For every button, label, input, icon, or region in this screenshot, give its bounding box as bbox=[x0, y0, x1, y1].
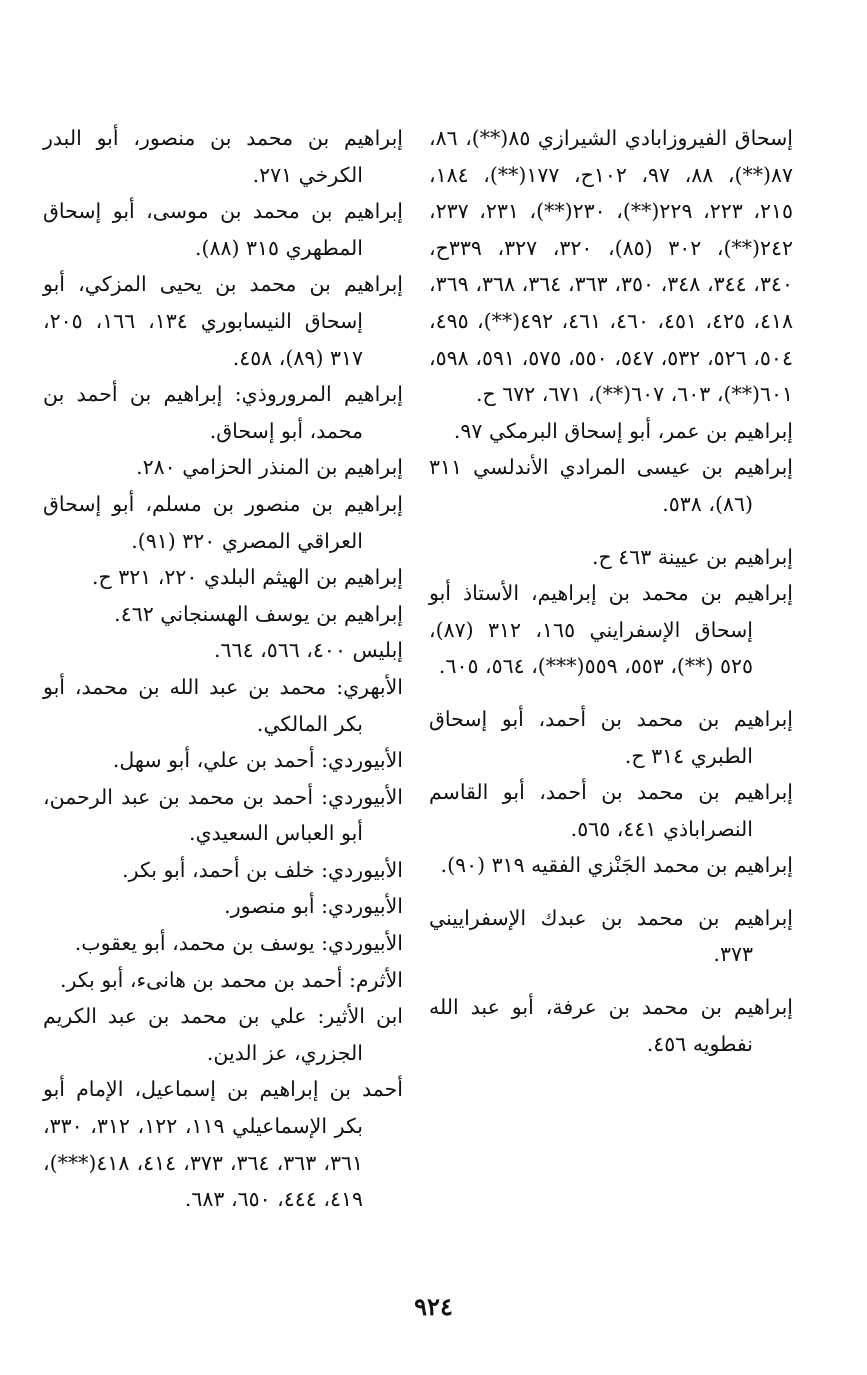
index-entry: إبراهيم بن يوسف الهسنجاني ٤٦٢. bbox=[114, 601, 403, 626]
entry-spacer bbox=[429, 973, 793, 989]
index-entry: الأبيوردي: أبو منصور. bbox=[224, 894, 403, 919]
index-entry: إبراهيم بن المنذر الحزامي ٢٨٠. bbox=[136, 455, 403, 480]
index-entry: إبراهيم بن عمر، أبو إسحاق البرمكي ٩٧. bbox=[453, 418, 793, 443]
index-entry: إبراهيم بن محمد الجَنْزي الفقيه ٣١٩ (٩٠). bbox=[440, 853, 793, 878]
index-entry: إبراهيم بن الهيثم البلدي ٢٢٠، ٣٢١ ح. bbox=[91, 565, 403, 590]
index-entry: الأبيوردي: يوسف بن محمد، أبو يعقوب. bbox=[74, 931, 403, 956]
index-entry: إبراهيم المروروذي: إبراهيم بن أحمد بن محمد، أبو إسحاق. bbox=[43, 382, 403, 443]
index-entry: الأبيوردي: أحمد بن محمد بن عبد الرحمن، أبو العباس السعيدي. bbox=[43, 784, 403, 846]
index-entry: أحمد بن إبراهيم بن إسماعيل، الإمام أبو بكر الإسماعيلي ١١٩، ١٢٢، ٣١٢، ٣٣٠، ٣٦١، ٣٦٣، ٣٦٤، ٣٧٣، ٤١٤، ٤١٨(***)، ٤١٩، ٤٤٤، ٦٥٠، ٦٨٣. bbox=[43, 1077, 403, 1212]
index-entry: الأثرم: أحمد بن محمد بن هانىء، أبو بكر. bbox=[60, 967, 403, 992]
entry-spacer bbox=[429, 523, 793, 539]
index-column-right bbox=[429, 120, 793, 1062]
index-entry: الأبيوردي: أحمد بن علي، أبو سهل. bbox=[112, 748, 403, 773]
page-number: ٩٢٤ bbox=[414, 1292, 453, 1321]
index-entry: إبراهيم بن محمد بن يحيى المزكي، أبو إسحاق النيسابوري ١٣٤، ١٦٦، ٢٠٥، ٣١٧ (٨٩)، ٤٥٨. bbox=[43, 272, 403, 370]
entry-spacer bbox=[429, 884, 793, 900]
index-entry: إبراهيم بن عيينة ٤٦٣ ح. bbox=[591, 544, 793, 569]
index-entry: إبراهيم بن محمد بن إبراهيم، الأستاذ أبو إسحاق الإسفرايني ١٦٥، ٣١٢ (٨٧)، ٥٢٥ (**)، ٥٥٣، ٥٥٩(***)، ٥٦٤، ٦٠٥. bbox=[429, 581, 793, 679]
index-entry: الأبهري: محمد بن عبد الله بن محمد، أبو بكر المالكي. bbox=[43, 674, 403, 736]
index-entry: إبراهيم بن منصور بن مسلم، أبو إسحاق العراقي المصري ٣٢٠ (٩١). bbox=[43, 491, 403, 553]
index-column-left bbox=[43, 120, 403, 1218]
index-entry: إبراهيم بن محمد بن موسى، أبو إسحاق المطهري ٣١٥ (٨٨). bbox=[43, 199, 403, 260]
index-entry: إبليس ٤٠٠، ٥٦٦، ٦٦٤. bbox=[214, 638, 403, 663]
index-entry: إبراهيم بن عيسى المرادي الأندلسي ٣١١ (٨٦)، ٥٣٨. bbox=[429, 455, 793, 516]
index-entry: إسحاق الفيروزابادي الشيرازي ٨٥(**)، ٨٦، ٨٧(**)، ٨٨، ٩٧، ١٠٢ح، ١٧٧(**)، ١٨٤، ٢١٥، ٢٢٣، ٢٢٩(**)، ٢٣٠(**)، ٢٣١، ٢٣٧، ٢٤٢(**)، ٣٠٢ (٨٥)، ٣٢٠، ٣٢٧، ٣٣٩ح، ٣٤٠، ٣٤٤، ٣٤٨، ٣٥٠، ٣٦٣، ٣٦٤، ٣٦٨، ٣٦٩، ٤١٨، ٤٢٥، ٤٥١، ٤٦٠، ٤٦١، ٤٩٢(**)، ٤٩٥، ٥٠٤، ٥٢٦، ٥٣٢، ٥٤٧، ٥٥٠، ٥٧٥، ٥٩١، ٥٩٨، ٦٠١(**)، ٦٠٣، ٦٠٧(**)، ٦٧١، ٦٧٢ ح. bbox=[429, 126, 794, 407]
index-entry: إبراهيم بن محمد بن منصور، أبو البدر الكرخي ٢٧١. bbox=[43, 126, 403, 187]
index-entry: إبراهيم بن محمد بن عبدك الإسفراييني ٣٧٣. bbox=[429, 905, 793, 967]
index-entry: إبراهيم بن محمد بن عرفة، أبو عبد الله نفطويه ٤٥٦. bbox=[429, 995, 793, 1056]
index-entry: إبراهيم بن محمد بن أحمد، أبو إسحاق الطبري ٣١٤ ح. bbox=[429, 706, 793, 768]
entry-spacer bbox=[429, 685, 793, 701]
index-entry: ابن الأثير: علي بن محمد بن عبد الكريم الجزري، عز الدين. bbox=[43, 1004, 403, 1065]
index-entry: إبراهيم بن محمد بن أحمد، أبو القاسم النصراباذي ٤٤١، ٥٦٥. bbox=[429, 780, 793, 841]
index-entry: الأبيوردي: خلف بن أحمد، أبو بكر. bbox=[122, 857, 403, 882]
